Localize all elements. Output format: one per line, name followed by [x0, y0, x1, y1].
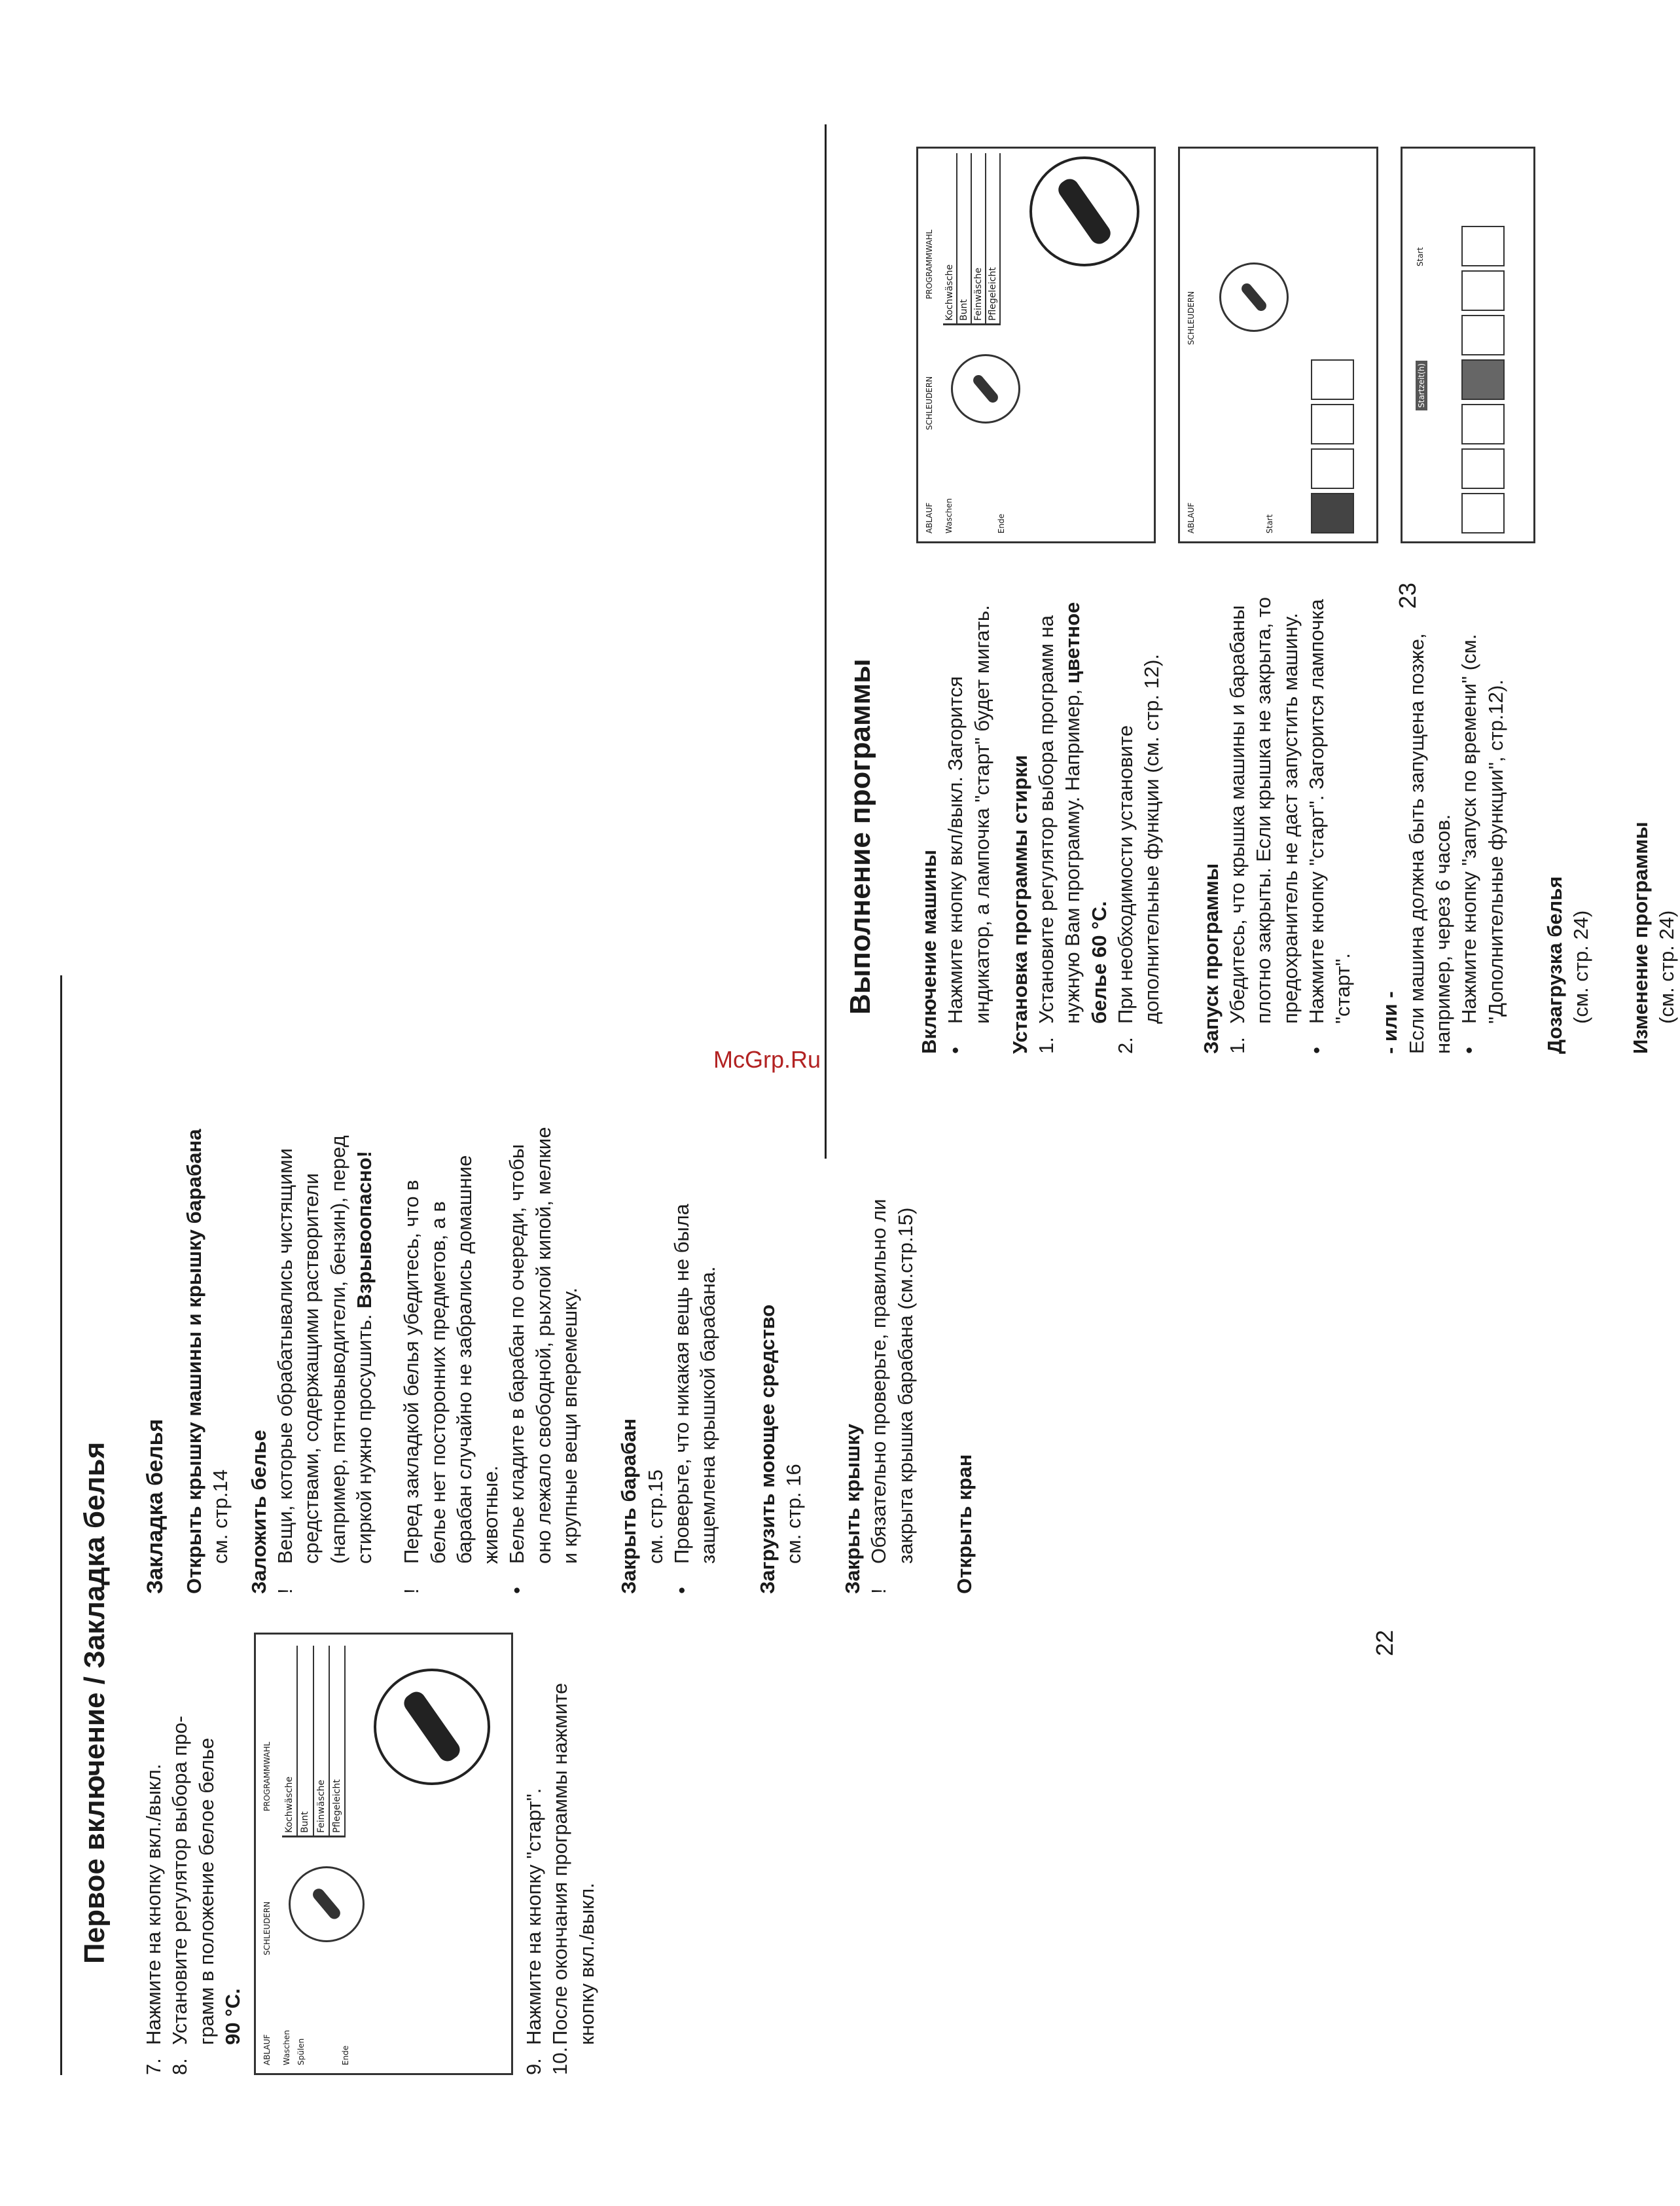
spin-dial-icon: [951, 354, 1020, 424]
step-8: 8. Установите регулятор выбора про- грамм в положение белое белье 90 °C.: [168, 1716, 244, 2075]
program-list: Kochwäsche Bunt Feinwäsche Pflegeleicht: [282, 1646, 346, 1837]
left-page-title: Первое включение / Закладка белья: [79, 1441, 111, 1964]
set-step-1: 1. Установите регулятор выбора программ на нужную Вам программу. Например, цветное белье 60 °C.: [1035, 602, 1111, 1054]
laundry-heading: Закладка белья: [143, 1419, 168, 1594]
start-button-icon: [1311, 493, 1354, 533]
program-list: Kochwäsche Bunt Feinwäsche Pflegeleicht: [943, 153, 1001, 325]
left-col1: [141, 1623, 600, 2075]
watermark: McGrp.Ru: [713, 1046, 821, 1073]
start-step-1: 1. Убедитесь, что крышка машины и барабаны плотно закрыты. Если крышка не закрыта, то предохранитель не даст запустить машину.: [1225, 596, 1302, 1054]
function-buttons: [1461, 222, 1505, 533]
control-panel-figure-right-1: ABLAUF SCHLEUDERN PROGRAMMWAHL Waschen Ende Kochwäsche Bunt Feinwäsche Pflegeleicht: [916, 147, 1156, 543]
warning-3: ! Обязательно проверьте, правильно ли закрыта крышка барабана (см.стр.15): [867, 1199, 917, 1594]
right-col1: Включение машины • Нажмите кнопку вкл/выкл. Загорится индикатор, а лампочка "старт" будет мигать. Установка программы стирки 1. Установите регулятор выбора программ на нужную Вам программу. Например, цветное белье 60 °C. 2. При необходимости установите дополнительные функции (см. стр. 12). Запуск программы 1. Убедитесь, что крышка машины и барабаны плотно закрыты. Если крышка не закрыта, то предохранитель не даст запустить машину. • Нажмите кнопку "старт". Загорится лампочка "старт". - или - Если машина должна быть запущена позже, например, через 6 часов. • Нажмите кнопку "запуск по времени" (см. "Дополнительные функции", стр.12). Дозагрузка белья (см. стр. 24) Изменение программы (см. стр. 24): [916, 570, 1680, 1054]
left-col2: Закладка белья Открыть крышку машины и крышку барабана см. стр.14 Заложить белье ! Вещи, которые обрабатывались чистящими средствами, содержащими растворители (например, пятновыводители, бензин), перед стиркой нужно просушить. Взрывоопасно! ! Перед закладкой белья убедитесь, что в белье нет посторонних предметов, а в барабан случайно не забрались домашние животные. • Белье кладите в барабан по очереди, чтобы оно лежало свободной, рыхлой кипой, мелкие и крупные вещи вперемешку. Закрыть барабан см. стр.15 • Проверьте, что никакая вещь не была защемлена крышкой барабана. Загрузить моющее средство см. стр. 16 Закрыть крышку ! Обязательно проверьте, правильно ли закрыта крышка барабана (см.стр.15) Открыть кран: [141, 1123, 978, 1594]
left-header-rule: [60, 975, 62, 2075]
step-7: 7. Нажмите на кнопку вкл./выкл.: [142, 1763, 165, 2075]
spin-dial-icon: [1219, 262, 1289, 332]
page-number-23: 23: [1394, 582, 1421, 609]
bullet-1: • Белье кладите в барабан по очереди, чтобы оно лежало свободной, рыхлой кипой, мелкие и крупные вещи вперемешку.: [505, 1127, 582, 1594]
right-header-rule: [825, 124, 827, 1159]
control-panel-figure-right-3: Startzeit(h) Start: [1401, 147, 1535, 543]
control-panel-figure-right-2: ABLAUF SCHLEUDERN Start: [1178, 147, 1378, 543]
delay-start-button-icon: [1461, 359, 1505, 400]
spin-dial-icon: [289, 1866, 365, 1942]
page-number-22: 22: [1371, 1629, 1398, 1656]
program-dial-icon: [1029, 156, 1139, 266]
power-bullet: • Нажмите кнопку вкл/выкл. Загорится индикатор, а лампочка "старт" будет мигать.: [944, 605, 993, 1054]
warning-2: ! Перед закладкой белья убедитесь, что в белье нет посторонних предметов, а в барабан случайно не забрались домашние животные.: [400, 1155, 503, 1594]
start-bullet-1: • Нажмите кнопку "старт". Загорится лампочка "старт".: [1304, 599, 1355, 1054]
right-page-title: Выполнение программы: [844, 659, 876, 1015]
set-step-2: 2. При необходимости установите дополнительные функции (см. стр. 12).: [1114, 653, 1164, 1054]
start-bullet-2: • Нажмите кнопку "запуск по времени" (см. "Дополнительные функции", стр.12).: [1457, 634, 1507, 1054]
step-9: 9. Нажмите на кнопку "старт".: [522, 1788, 546, 2075]
program-dial-icon: [374, 1669, 490, 1785]
step-10: 10. После окончания программы нажмите кнопку вкл./выкл.: [548, 1682, 598, 2075]
function-buttons: [1311, 355, 1354, 533]
bullet-2: • Проверьте, что никакая вещь не была защемлена крышкой барабана.: [670, 1203, 720, 1594]
warning-1: ! Вещи, которые обрабатывались чистящими средствами, содержащими растворители (например, пятновыводители, бензин), перед стиркой нужно просушить. Взрывоопасно!: [274, 1135, 376, 1594]
control-panel-figure-left: ABLAUF SCHLEUDERN PROGRAMMWAHL Waschen Spülen Ende Kochwäsche Bunt Feinwäsche Pflegeleicht: [254, 1633, 513, 2075]
